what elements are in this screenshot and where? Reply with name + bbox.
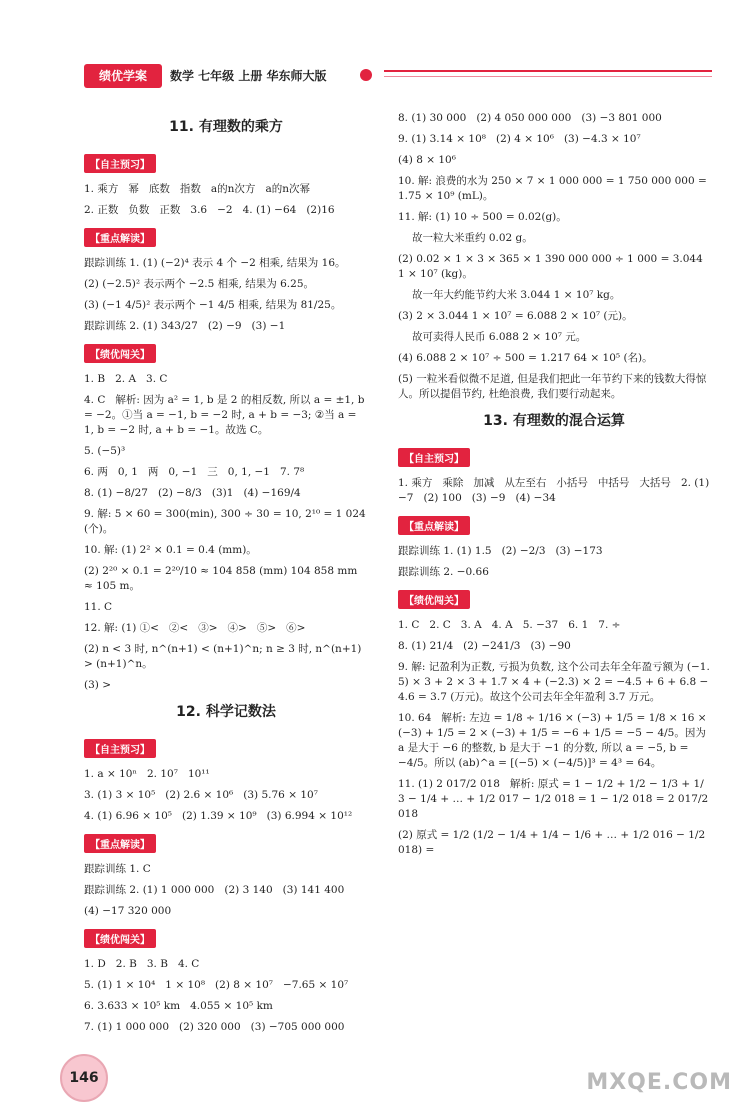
answer-line: (2) 0.02 × 1 × 3 × 365 × 1 390 000 000 ÷ 1 000 = 3.044 1 × 10⁷ (kg)。	[398, 253, 707, 280]
answer-line: (2) n < 3 时, n^(n+1) < (n+1)^n; n ≥ 3 时, n^(n+1) > (n+1)^n。	[84, 643, 365, 670]
answer-line: (2) 原式 = 1/2 (1/2 − 1/4 + 1/4 − 1/6 + … + 1/2 016 − 1/2 018) =	[398, 829, 709, 856]
answer-line: 1. 乘方 乘除 加减 从左至右 小括号 中括号 大括号 2. (1) −7 (2) 100 (3) −9 (4) −34	[398, 477, 713, 504]
brand-badge: 绩优学案	[84, 64, 162, 88]
answer-line: 5. (−5)³	[84, 445, 126, 457]
answer-line: 7. (1) 1 000 000 (2) 320 000 (3) −705 000 000	[84, 1021, 345, 1033]
label-challenge: 【绩优闯关】	[398, 590, 470, 609]
label-challenge: 【绩优闯关】	[84, 344, 156, 363]
answer-line: 1. C 2. C 3. A 4. A 5. −37 6. 1 7. ÷	[398, 619, 621, 631]
label-challenge: 【绩优闯关】	[84, 929, 156, 948]
label-preview: 【自主预习】	[84, 154, 156, 173]
label-key-points: 【重点解读】	[398, 516, 470, 535]
answer-line: 故一年大约能节约大米 3.044 1 × 10⁷ kg。	[412, 289, 621, 301]
answer-line: (2) 2²⁰ × 0.1 = 2²⁰/10 ≈ 104 858 (mm) 104 858 mm ≈ 105 m。	[84, 565, 361, 592]
answer-line: 跟踪训练 2. −0.66	[398, 566, 489, 578]
answer-line: 10. 解: (1) 2² × 0.1 = 0.4 (mm)。	[84, 544, 257, 556]
header-rule-thin	[384, 76, 712, 77]
answer-line: 3. (1) 3 × 10⁵ (2) 2.6 × 10⁶ (3) 5.76 × 10⁷	[84, 789, 318, 801]
answer-line: 12. 解: (1) ①< ②< ③> ④> ⑤> ⑥>	[84, 622, 306, 634]
answer-line: 8. (1) −8/27 (2) −8/3 (3)1 (4) −169/4	[84, 487, 301, 499]
answer-line: 2. 正数 负数 正数 3.6 −2 4. (1) −64 (2)16	[84, 204, 335, 216]
answer-line: 跟踪训练 2. (1) 1 000 000 (2) 3 140 (3) 141 400	[84, 884, 345, 896]
answer-line: (4) 6.088 2 × 10⁷ ÷ 500 = 1.217 64 × 10⁵ (名)。	[398, 352, 653, 364]
answer-line: (5) 一粒米看似微不足道, 但是我们把此一年节约下来的钱数大得惊人。所以提倡节约, 杜绝浪费, 我们要行动起来。	[398, 373, 707, 400]
answer-line: 9. (1) 3.14 × 10⁸ (2) 4 × 10⁶ (3) −4.3 × 10⁷	[398, 133, 641, 145]
answer-line: 跟踪训练 1. (1) (−2)⁴ 表示 4 个 −2 相乘, 结果为 16。	[84, 257, 346, 269]
answer-line: 8. (1) 21/4 (2) −241/3 (3) −90	[398, 640, 571, 652]
answer-line: 10. 64 解析: 左边 = 1/8 ÷ 1/16 × (−3) + 1/5 = 1/8 × 16 × (−3) + 1/5 = 2 × (−3) + 1/5 = −6 + 1/5 = −5 − 4/5。因为 a 是大于 −6 的整数, b 是大于 −1 的分数, 所以 a = −5, b = −4/5。所以 (ab)^a = [(−5) × (−4/5)]³ = 4³ = 64。	[398, 712, 710, 769]
answer-line: (3) (−1 4/5)² 表示两个 −1 4/5 相乘, 结果为 81/25。	[84, 299, 342, 311]
answer-line: 4. C 解析: 因为 a² = 1, b 是 2 的相反数, 所以 a = ±1, b = −2。①当 a = −1, b = −2 时, a + b = −3; ②当 a = 1, b = −2 时, a + b = −1。故选 C。	[84, 394, 368, 436]
label-key-points: 【重点解读】	[84, 228, 156, 247]
section-title-13: 13. 有理数的混合运算	[483, 413, 625, 429]
answer-line: 6. 3.633 × 10⁵ km 4.055 × 10⁵ km	[84, 1000, 273, 1012]
page-number: 146	[60, 1054, 108, 1102]
answer-line: 6. 两 0, 1 两 0, −1 三 0, 1, −1 7. 7⁸	[84, 466, 305, 478]
answer-line: 8. (1) 30 000 (2) 4 050 000 000 (3) −3 801 000	[398, 112, 662, 124]
answer-line: 跟踪训练 2. (1) 343/27 (2) −9 (3) −1	[84, 320, 286, 332]
left-column	[84, 108, 368, 1041]
book-subject: 数学 七年级 上册 华东师大版	[170, 69, 327, 83]
right-column	[398, 108, 713, 864]
answer-line: (3) 2 × 3.044 1 × 10⁷ = 6.088 2 × 10⁷ (元)。	[398, 310, 633, 322]
watermark: MXQE.COM	[586, 1070, 732, 1095]
answer-line: 4. (1) 6.96 × 10⁵ (2) 1.39 × 10⁹ (3) 6.994 × 10¹²	[84, 810, 353, 822]
answer-line: 9. 解: 记盈利为正数, 亏损为负数, 这个公司去年全年盈亏额为 (−1.5) × 3 + 2 × 3 + 1.7 × 4 + (−2.3) × 2 = −4.5 + 6 + 6.8 − 4.6 = 3.7 (万元)。故这个公司去年全年盈利 3.7 万元。	[398, 661, 712, 703]
answer-line: 1. D 2. B 3. B 4. C	[84, 958, 200, 970]
answer-line: 跟踪训练 1. C	[84, 863, 151, 875]
answer-line: 1. a × 10ⁿ 2. 10⁷ 10¹¹	[84, 768, 210, 780]
answer-line: 故一粒大米重约 0.02 g。	[412, 232, 533, 244]
answer-line: (4) 8 × 10⁶	[398, 154, 456, 166]
label-preview: 【自主预习】	[84, 739, 156, 758]
label-key-points: 【重点解读】	[84, 834, 156, 853]
section-title-12: 12. 科学记数法	[176, 704, 276, 720]
answer-line: (4) −17 320 000	[84, 905, 172, 917]
label-preview: 【自主预习】	[398, 448, 470, 467]
answer-line: 故可卖得人民币 6.088 2 × 10⁷ 元。	[412, 331, 587, 343]
answer-line: 5. (1) 1 × 10⁴ 1 × 10⁸ (2) 8 × 10⁷ −7.65 × 10⁷	[84, 979, 349, 991]
section-title-11: 11. 有理数的乘方	[169, 119, 283, 135]
answer-line: 10. 解: 浪费的水为 250 × 7 × 1 000 000 = 1 750 000 000 = 1.75 × 10⁹ (mL)。	[398, 175, 711, 202]
answer-line: 9. 解: 5 × 60 = 300(min), 300 ÷ 30 = 10, 2¹⁰ = 1 024(个)。	[84, 508, 366, 535]
page-header	[72, 58, 712, 98]
answer-line: 跟踪训练 1. (1) 1.5 (2) −2/3 (3) −173	[398, 545, 603, 557]
answer-line: 1. 乘方 幂 底数 指数 a的n次方 a的n次幂	[84, 183, 310, 195]
header-dot-icon	[360, 69, 372, 81]
answer-line: 1. B 2. A 3. C	[84, 373, 168, 385]
header-rule	[384, 70, 712, 72]
answer-line: 11. (1) 2 017/2 018 解析: 原式 = 1 − 1/2 + 1/2 − 1/3 + 1/3 − 1/4 + … + 1/2 017 − 1/2 018 = 1 − 1/2 018 = 2 017/2 018	[398, 778, 712, 820]
answer-line: (3) >	[84, 679, 112, 691]
answer-line: 11. C	[84, 601, 113, 613]
answer-line: 11. 解: (1) 10 ÷ 500 = 0.02(g)。	[398, 211, 567, 223]
answer-line: (2) (−2.5)² 表示两个 −2.5 相乘, 结果为 6.25。	[84, 278, 315, 290]
